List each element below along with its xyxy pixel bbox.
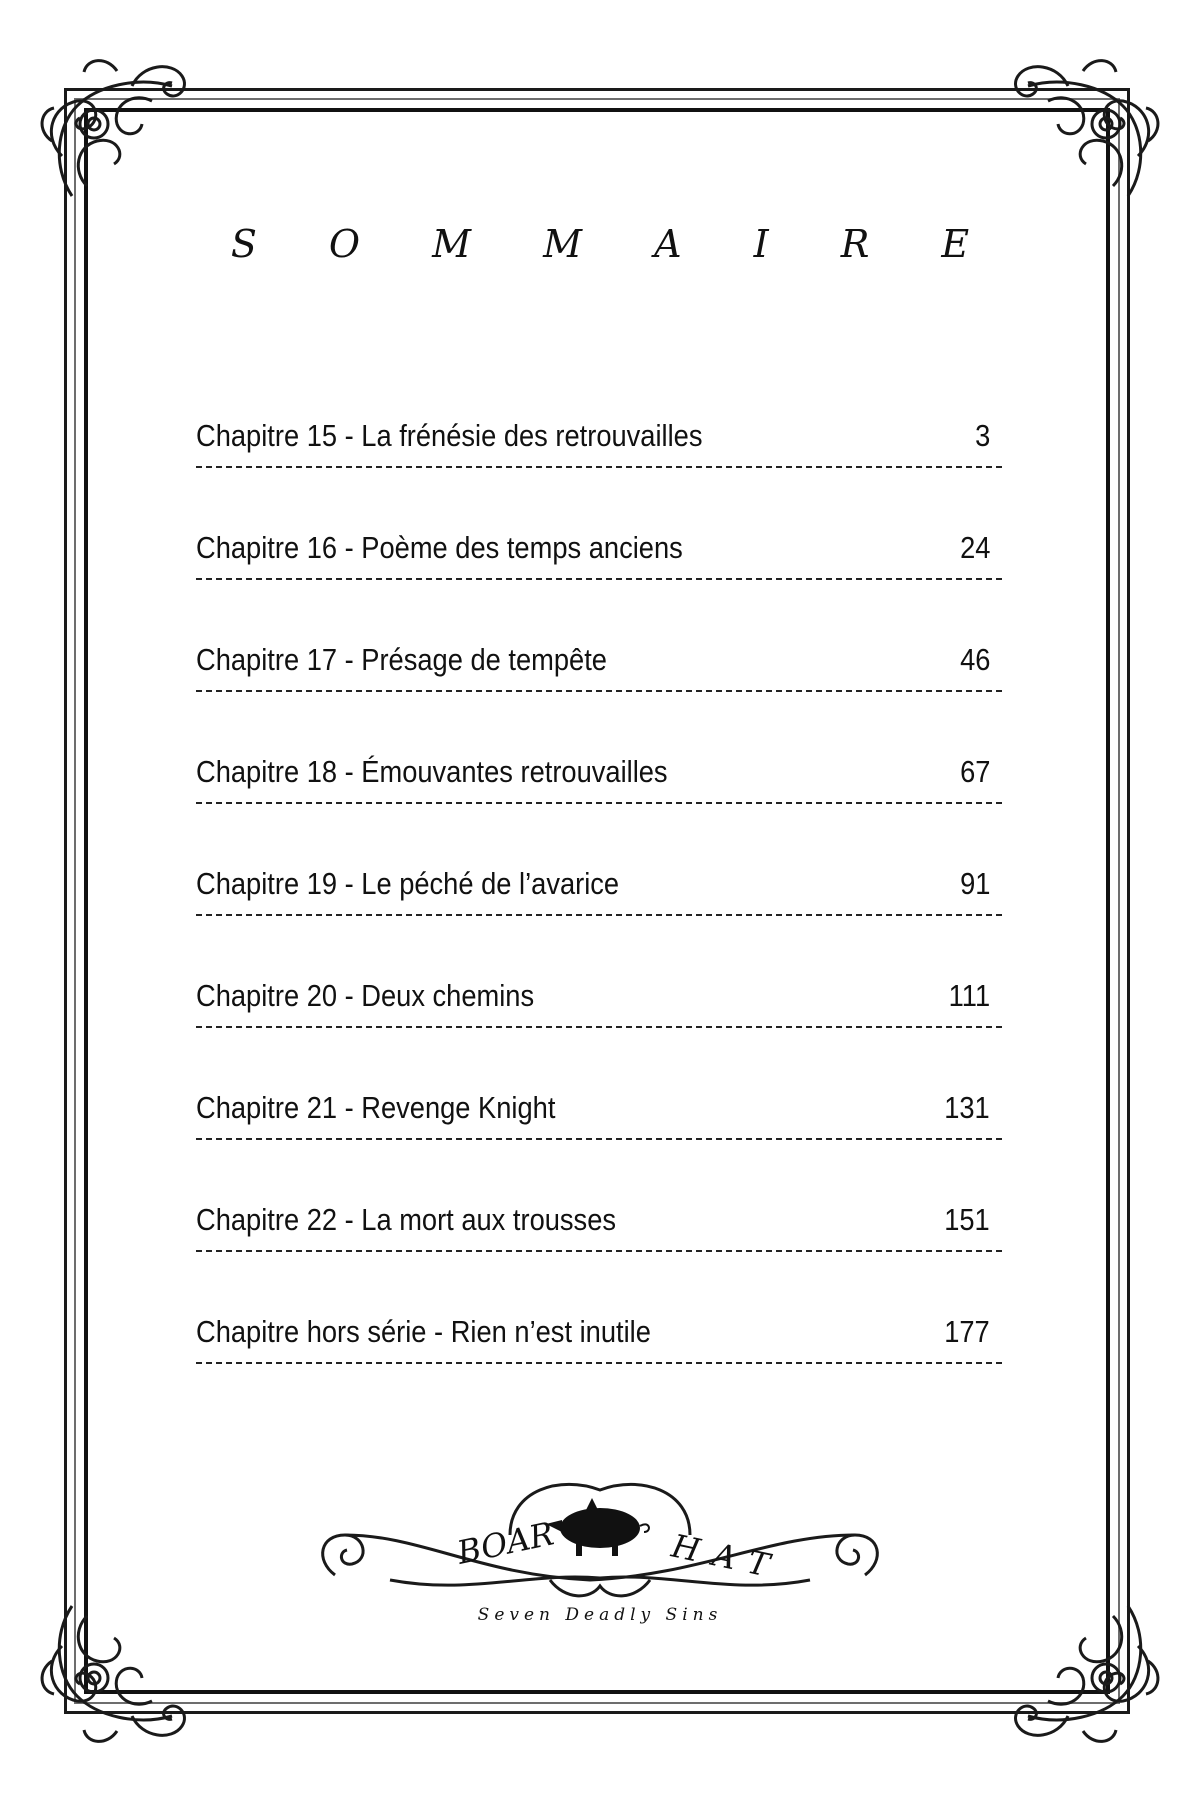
toc-dashed-leader [196, 1026, 1002, 1028]
toc-row [196, 968, 1002, 1080]
toc-chapter-title: Chapitre 22 - La mort aux trousses [196, 1202, 617, 1237]
toc-row [196, 1080, 1002, 1192]
boar-icon [546, 1498, 649, 1556]
logo-right-word: HAT [668, 1526, 787, 1588]
toc-row [196, 408, 1002, 520]
toc-dashed-leader [196, 1250, 1002, 1252]
corner-ornament-icon [998, 1586, 1168, 1756]
toc-dashed-leader [196, 466, 1002, 468]
toc-row [196, 520, 1002, 632]
toc-row [196, 1192, 1002, 1304]
page-title: S O M M A I R E [230, 222, 1000, 266]
toc-dashed-leader [196, 802, 1002, 804]
toc-dashed-leader [196, 690, 1002, 692]
toc-page-number: 67 [959, 754, 990, 789]
boar-hat-logo [300, 1480, 900, 1640]
toc-row [196, 1304, 1002, 1416]
toc-row [196, 744, 1002, 856]
toc-page-number: 24 [959, 530, 990, 565]
table-of-contents [196, 408, 1002, 1416]
toc-row [196, 856, 1002, 968]
toc-chapter-title: Chapitre 21 - Revenge Knight [196, 1090, 556, 1125]
toc-chapter-title: Chapitre 16 - Poème des temps anciens [196, 530, 683, 565]
toc-chapter-title: Chapitre 19 - Le péché de l’avarice [196, 866, 620, 901]
corner-ornament-icon [32, 46, 202, 216]
toc-page-number: 177 [944, 1314, 990, 1349]
toc-dashed-leader [196, 578, 1002, 580]
corner-ornament-icon [32, 1586, 202, 1756]
toc-dashed-leader [196, 1362, 1002, 1364]
toc-page-number: 46 [959, 642, 990, 677]
logo-tagline: Seven Deadly Sins [477, 1605, 723, 1625]
toc-chapter-title: Chapitre 18 - Émouvantes retrouvailles [196, 754, 668, 789]
toc-chapter-title: Chapitre hors série - Rien n’est inutile [196, 1314, 651, 1349]
toc-page-number: 151 [944, 1202, 990, 1237]
corner-ornament-icon [998, 46, 1168, 216]
toc-page-number: 91 [959, 866, 990, 901]
toc-page-number: 3 [974, 418, 990, 453]
toc-page-number: 131 [944, 1090, 990, 1125]
toc-chapter-title: Chapitre 15 - La frénésie des retrouvailles [196, 418, 703, 453]
toc-dashed-leader [196, 914, 1002, 916]
toc-row [196, 632, 1002, 744]
toc-chapter-title: Chapitre 17 - Présage de tempête [196, 642, 607, 677]
toc-page-number: 111 [948, 978, 990, 1013]
toc-dashed-leader [196, 1138, 1002, 1140]
logo-left-word: BOAR [453, 1514, 558, 1572]
toc-chapter-title: Chapitre 20 - Deux chemins [196, 978, 535, 1013]
